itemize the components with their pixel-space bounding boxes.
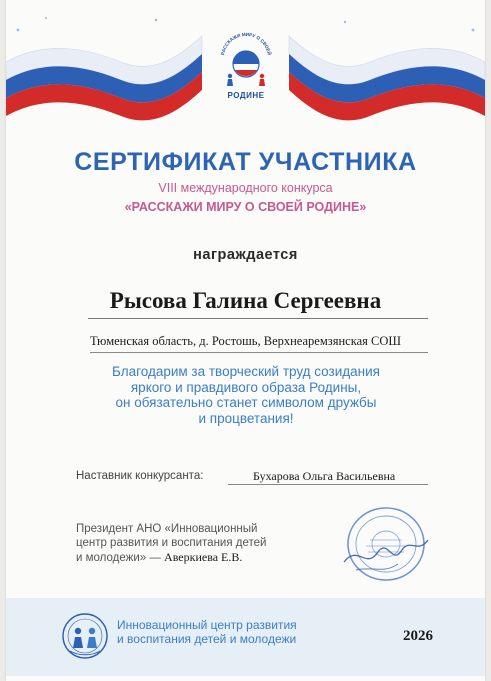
- certificate-sheet: [6, 0, 485, 681]
- recipient-organization: Тюменская область, д. Ростошь, Верхнеаремзянская СОШ: [90, 334, 401, 348]
- mentor-underline: [228, 484, 428, 485]
- mentor-label: Наставник конкурсанта:: [76, 470, 204, 482]
- footer-org-line: Инновационный центр развития: [117, 618, 297, 632]
- official-stamp-icon: [336, 500, 434, 592]
- thanks-line: и процветания!: [198, 410, 294, 426]
- president-line: центр развития и воспитания детей: [76, 537, 267, 549]
- globe-emblem-icon: [216, 28, 276, 90]
- russian-flag-left: [6, 0, 206, 130]
- thanks-message: [76, 364, 416, 426]
- mentor-name: Бухарова Ольга Васильевна: [253, 469, 396, 483]
- president-line-text: и молодежи» —: [76, 552, 161, 564]
- organization-underline: [90, 352, 428, 353]
- russian-flag-right: [285, 0, 485, 130]
- president-name: Аверкиева Е.В.: [164, 550, 243, 564]
- certificate-year: 2026: [403, 628, 433, 644]
- footer-organization-name: [117, 618, 377, 646]
- thanks-line: яркого и правдивого образа Родины,: [130, 379, 362, 395]
- organization-logo-icon: [60, 611, 110, 661]
- thanks-line: он обязательно станет символом дружбы: [115, 395, 377, 410]
- president-line: Президент АНО «Инновационный: [76, 523, 258, 535]
- contest-emblem: [216, 28, 276, 104]
- emblem-label: РОДИНЕ: [227, 91, 265, 100]
- contest-name: «РАССКАЖИ МИРУ О СВОЕЙ РОДИНЕ»: [124, 200, 367, 214]
- footer-band: [6, 598, 485, 676]
- name-underline: [88, 318, 428, 319]
- certificate-title: СЕРТИФИКАТ УЧАСТНИКА: [74, 148, 417, 176]
- thanks-line: Благодарим за творческий труд созидания: [112, 364, 380, 379]
- awarded-label: награждается: [193, 247, 298, 263]
- emblem-arc-text: РАССКАЖИ МИРУ О СВОЕЙ: [220, 31, 272, 56]
- president-signature-block: [76, 522, 316, 565]
- certificate-subtitle: VIII международного конкурса: [158, 181, 333, 195]
- president-line: [76, 550, 316, 565]
- footer-org-line: и воспитания детей и молодежи: [117, 632, 297, 646]
- recipient-name: Рысова Галина Сергеевна: [109, 288, 382, 313]
